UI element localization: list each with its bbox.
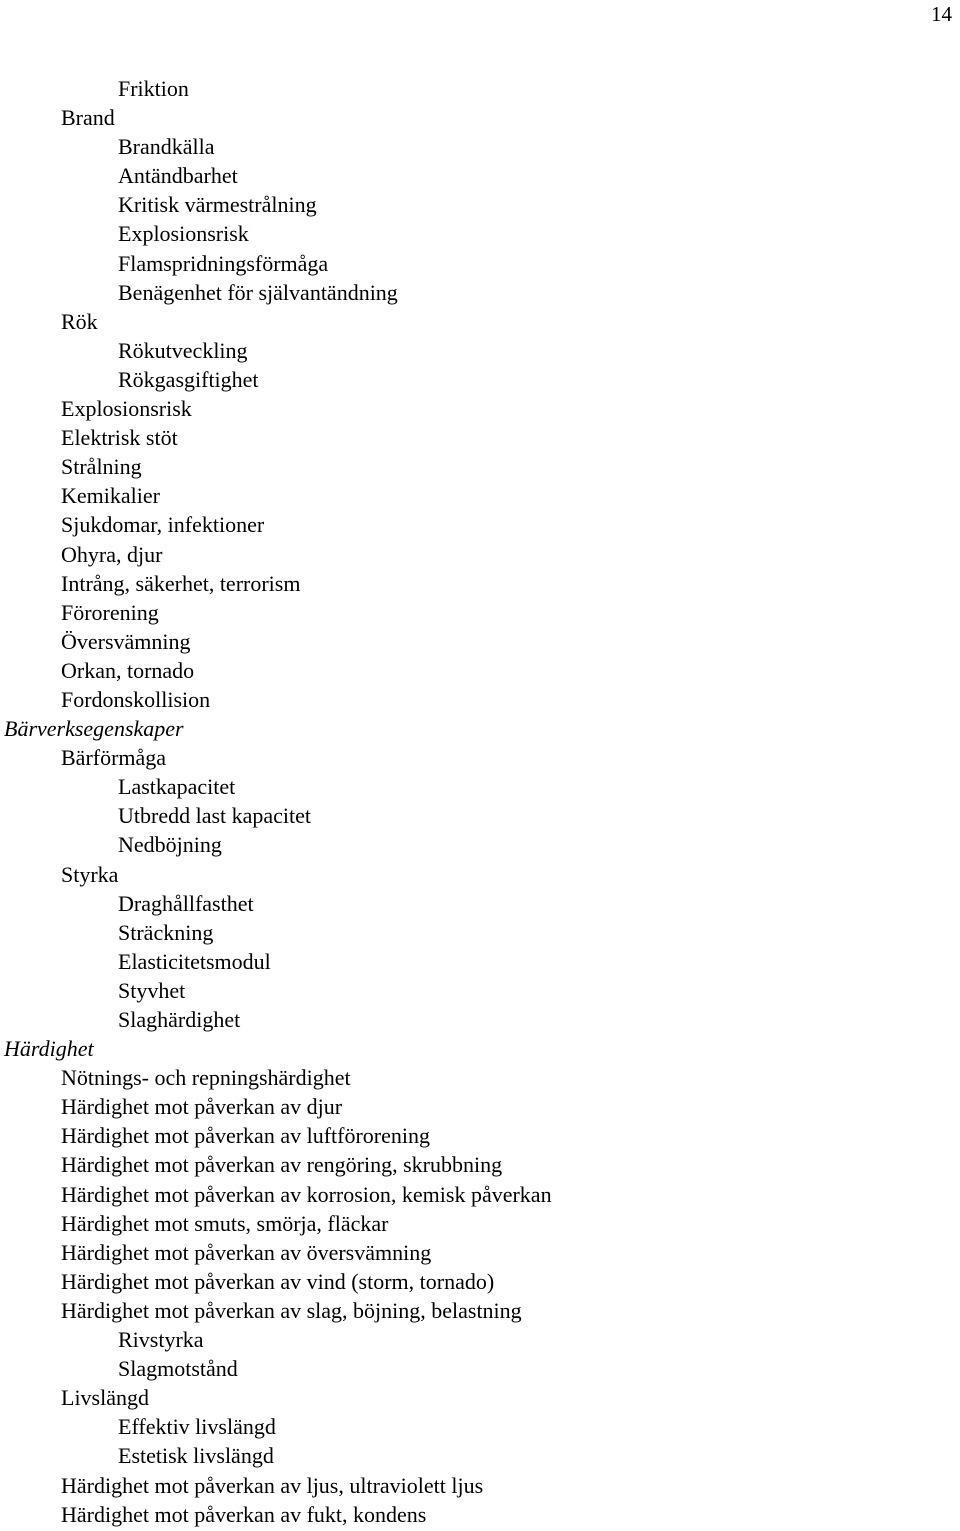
list-item: Rökgasgiftighet bbox=[118, 366, 259, 392]
outline-heading: Bärverksegenskaper bbox=[4, 716, 184, 742]
list-item: Utbredd last kapacitet bbox=[118, 803, 312, 829]
list-item: Härdighet mot påverkan av vind (storm, tornado) bbox=[61, 1268, 495, 1294]
list-item: Härdighet mot påverkan av djur bbox=[61, 1094, 343, 1120]
list-item: Härdighet mot påverkan av fukt, kondens bbox=[61, 1501, 427, 1527]
list-item: Härdighet mot påverkan av slag, böjning, belastning bbox=[61, 1297, 522, 1323]
list-item: Explosionsrisk bbox=[61, 396, 192, 422]
list-item: Ohyra, djur bbox=[61, 541, 163, 567]
page-number: 14 bbox=[931, 2, 952, 26]
property-outline-list bbox=[4, 74, 552, 1529]
list-item: Effektiv livslängd bbox=[118, 1414, 276, 1440]
list-item: Draghållfasthet bbox=[118, 890, 254, 916]
list-item: Kemikalier bbox=[61, 483, 160, 509]
list-item: Lastkapacitet bbox=[118, 774, 236, 800]
list-item: Rök bbox=[61, 308, 98, 334]
list-item: Intrång, säkerhet, terrorism bbox=[61, 570, 301, 596]
list-item: Explosionsrisk bbox=[118, 221, 249, 247]
list-item: Rivstyrka bbox=[118, 1327, 204, 1353]
list-item: Antändbarhet bbox=[118, 163, 238, 189]
list-item: Estetisk livslängd bbox=[118, 1443, 274, 1469]
list-item: Fordonskollision bbox=[61, 686, 211, 712]
list-item: Härdighet mot påverkan av översvämning bbox=[61, 1239, 432, 1265]
list-item: Orkan, tornado bbox=[61, 657, 195, 683]
list-item: Förorening bbox=[61, 599, 159, 625]
list-item: Brandkälla bbox=[118, 134, 215, 160]
list-item: Kritisk värmestrålning bbox=[118, 192, 317, 218]
list-item: Brand bbox=[61, 105, 115, 131]
list-item: Rökutveckling bbox=[118, 337, 248, 363]
list-item: Härdighet mot påverkan av rengöring, skrubbning bbox=[61, 1152, 503, 1178]
list-item: Nedböjning bbox=[118, 832, 222, 858]
list-item: Slagmotstånd bbox=[118, 1356, 238, 1382]
list-item: Härdighet mot påverkan av korrosion, kemisk påverkan bbox=[61, 1181, 552, 1207]
list-item: Slaghärdighet bbox=[118, 1007, 241, 1032]
list-item: Styvhet bbox=[118, 977, 186, 1003]
list-item: Sträckning bbox=[118, 919, 214, 945]
list-item: Elektrisk stöt bbox=[61, 425, 178, 451]
list-item: Härdighet mot påverkan av luftförorening bbox=[61, 1123, 430, 1149]
list-item: Översvämning bbox=[61, 628, 191, 654]
list-item: Friktion bbox=[118, 76, 189, 101]
list-item: Bärförmåga bbox=[61, 745, 167, 771]
list-item: Benägenhet för självantändning bbox=[118, 279, 398, 305]
list-item: Härdighet mot påverkan av ljus, ultraviolett ljus bbox=[61, 1472, 484, 1498]
list-item: Nötnings- och repningshärdighet bbox=[61, 1065, 351, 1091]
list-item: Sjukdomar, infektioner bbox=[61, 512, 265, 538]
list-item: Styrka bbox=[61, 861, 119, 887]
list-item: Livslängd bbox=[61, 1385, 149, 1411]
list-item: Elasticitetsmodul bbox=[118, 948, 271, 974]
outline-heading: Härdighet bbox=[4, 1036, 94, 1062]
list-item: Flamspridningsförmåga bbox=[118, 250, 329, 276]
list-item: Härdighet mot smuts, smörja, fläckar bbox=[61, 1210, 389, 1236]
list-item: Strålning bbox=[61, 454, 142, 480]
